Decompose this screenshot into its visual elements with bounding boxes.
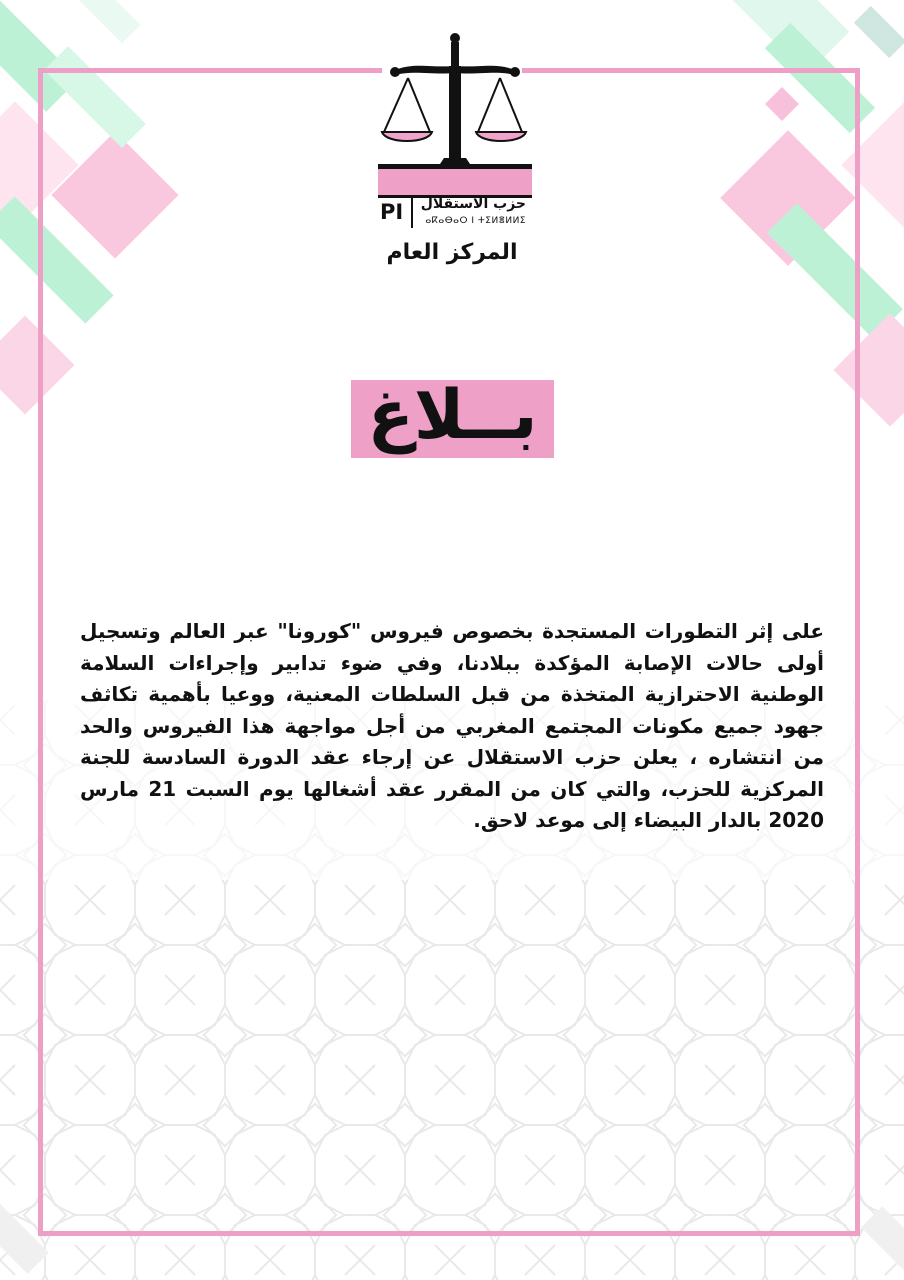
announcement-body: على إثر التطورات المستجدة بخصوص فيروس "كورونا" عبر العالم وتسجيل أولى حالات الإصابة المؤكدة ببلادنا، وفي ضوء تدابير وإجراءات السلامة الوطنية الاحترازية المتخذة من قبل السلطات المعنية، ووعيا بأهمية تكاثف جهود جميع مكونات المجتمع المغربي من أجل مواجهة هذا الفيروس والحد من انتشاره ، يعلن حزب الاستقلال عن إرجاء عقد الدورة السادسة للجنة المركزية للحزب، والتي كان من المقرر عقد أشغالها يوم السبت 21 مارس 2020 بالدار البيضاء إلى موعد لاحق. <box>80 619 824 832</box>
center-name: المركز العام <box>386 240 518 265</box>
party-name-tifinagh: ⴰⴽⴰⴱⴰⵔ ⵏ ⵜⵉⵍⴻⵍⵍⵉ <box>425 216 526 226</box>
logo-separator <box>411 198 413 228</box>
page-title: بــلاغ <box>367 376 538 455</box>
party-name: حزب الاستقلال <box>420 196 526 212</box>
party-abbreviation: PI <box>380 200 404 224</box>
